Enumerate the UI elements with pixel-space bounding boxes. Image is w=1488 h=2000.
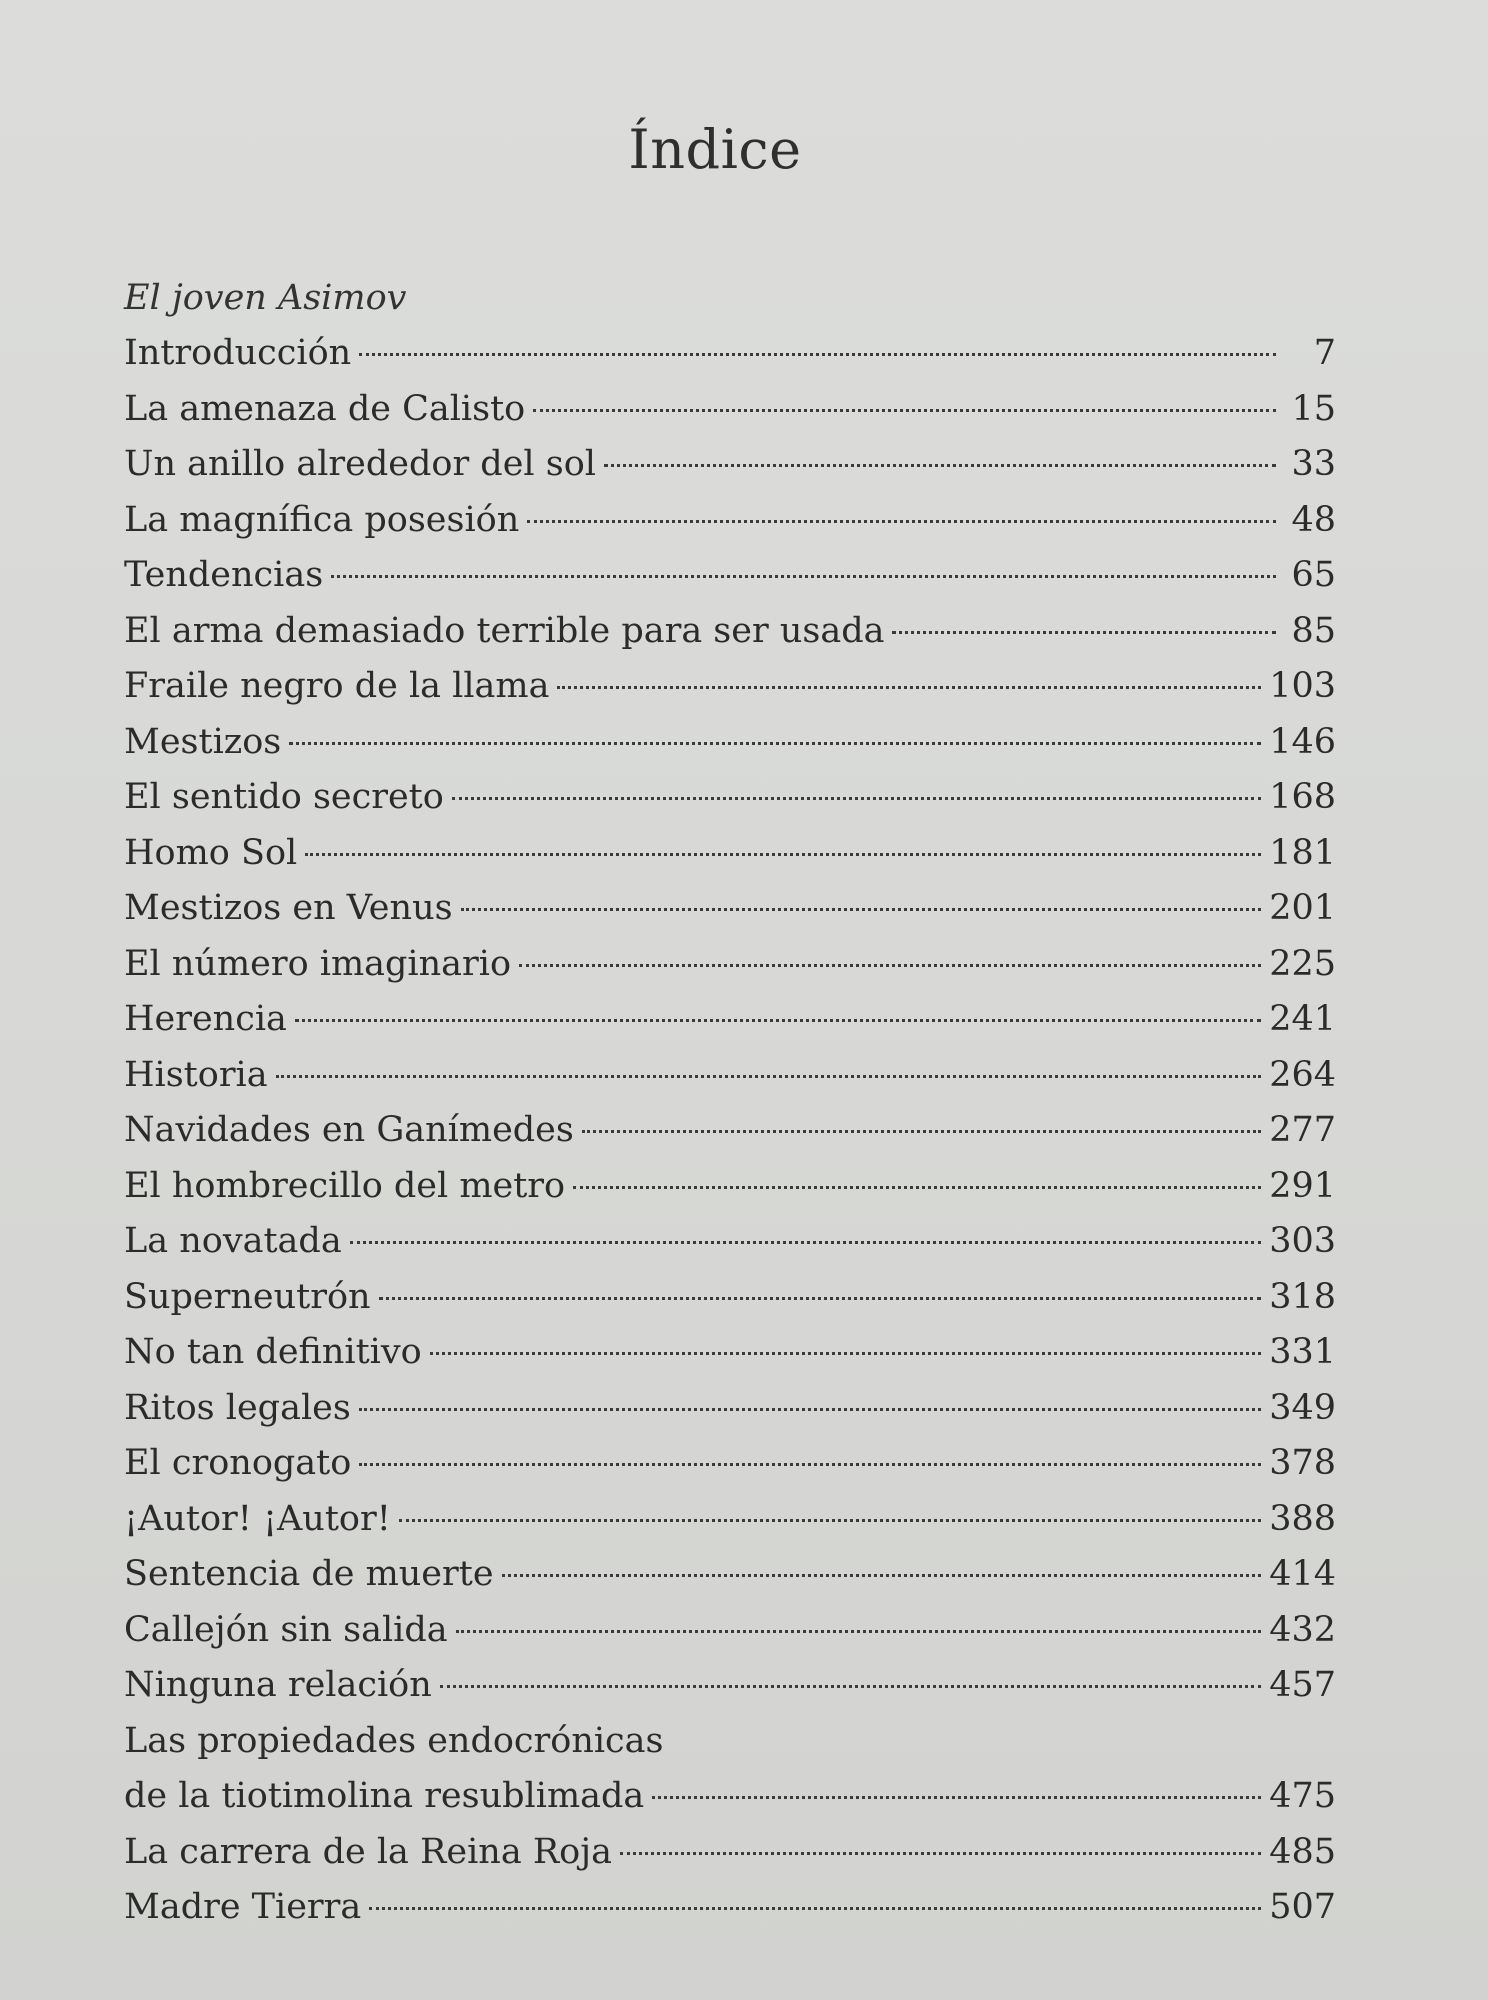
toc-entry (124, 937, 1336, 993)
toc-entry (124, 1658, 1336, 1714)
dot-leader (295, 1019, 1261, 1022)
toc-entry-page: 331 (1269, 1332, 1336, 1372)
toc-entry-page: 457 (1269, 1665, 1336, 1705)
toc-entry-title: Mestizos en Venus (124, 888, 453, 928)
dot-leader (276, 1075, 1262, 1078)
toc-entry-title: La magnífica posesión (124, 499, 520, 540)
toc-entry (124, 1603, 1336, 1659)
toc-entry-title: La novatada (124, 1221, 342, 1261)
toc-entry (124, 493, 1336, 549)
toc-entry-title-line1: Las propiedades endocrónicas (124, 1720, 664, 1761)
toc-entry-title: El cronogato (124, 1443, 352, 1483)
toc-entry (124, 1325, 1336, 1381)
dot-leader (892, 631, 1276, 634)
toc-entry (124, 437, 1336, 493)
toc-entry-page: 168 (1269, 777, 1336, 817)
toc-entry (124, 604, 1336, 660)
toc-entry-title: Superneutrón (124, 1276, 371, 1317)
toc-entry-title: El hombrecillo del metro (124, 1165, 566, 1206)
toc-entry (124, 992, 1336, 1048)
toc-entry (124, 1214, 1336, 1270)
dot-leader (573, 1186, 1261, 1189)
toc-entry-page: 181 (1269, 832, 1336, 873)
toc-entry-page: 85 (1291, 610, 1336, 651)
dot-leader (379, 1297, 1262, 1300)
toc-entry-title: Introducción (124, 333, 352, 373)
toc-entry (124, 1492, 1336, 1548)
toc-entry-title: La amenaza de Calisto (124, 388, 526, 429)
toc-entry-page: 7 (1313, 333, 1336, 373)
toc-entry-title: El arma demasiado terrible para ser usada (124, 610, 885, 651)
toc-entry-page: 15 (1291, 388, 1336, 429)
toc-entry-page: 225 (1269, 943, 1336, 984)
toc-entry (124, 382, 1336, 438)
table-of-contents (124, 270, 1336, 1936)
toc-entry-title: Historia (124, 1054, 268, 1095)
toc-entry (124, 659, 1336, 715)
toc-entry (124, 1048, 1336, 1104)
dot-leader (604, 464, 1276, 467)
dot-leader (359, 353, 1276, 356)
dot-leader (456, 1630, 1262, 1633)
toc-entry-page: 414 (1269, 1554, 1336, 1594)
toc-entry-page: 146 (1269, 721, 1336, 762)
toc-entry-title: Tendencias (124, 555, 324, 595)
toc-entry-title: Navidades en Ganímedes (124, 1110, 574, 1150)
toc-entry-page: 65 (1291, 555, 1336, 595)
dot-leader (652, 1796, 1261, 1799)
toc-entry (124, 1825, 1336, 1881)
toc-entry-page: 48 (1291, 499, 1336, 540)
toc-entry-page: 201 (1269, 888, 1336, 928)
dot-leader (527, 520, 1276, 523)
toc-entry (124, 826, 1336, 882)
dot-leader (289, 742, 1261, 745)
toc-entry-title: Homo Sol (124, 832, 298, 873)
page-title: Índice (628, 118, 802, 182)
toc-entry-title: Ninguna relación (124, 1665, 432, 1705)
dot-leader (369, 1907, 1261, 1910)
toc-entry (124, 326, 1336, 382)
toc-entry (124, 1880, 1336, 1936)
toc-entry-title: El número imaginario (124, 943, 512, 984)
dot-leader (331, 575, 1276, 578)
dot-leader (359, 1408, 1261, 1411)
toc-entry (124, 548, 1336, 604)
toc-entry-title: Un anillo alrededor del sol (124, 444, 596, 484)
toc-entry (124, 715, 1336, 771)
toc-entry-page: 241 (1269, 999, 1336, 1039)
dot-leader (452, 797, 1261, 800)
dot-leader (620, 1852, 1261, 1855)
toc-entry-page: 33 (1291, 444, 1336, 484)
dot-leader (350, 1241, 1261, 1244)
toc-entry-page: 485 (1269, 1831, 1336, 1872)
toc-entry-page: 303 (1269, 1221, 1336, 1261)
toc-entry-title: Herencia (124, 999, 287, 1039)
toc-entry-title: La carrera de la Reina Roja (124, 1831, 612, 1872)
dot-leader (359, 1463, 1261, 1466)
toc-entry (124, 1270, 1336, 1326)
toc-entry-page: 388 (1269, 1498, 1336, 1539)
toc-entry (124, 1436, 1336, 1492)
section-heading: El joven Asimov (124, 278, 407, 318)
toc-entry (124, 1159, 1336, 1215)
toc-entry-page: 103 (1269, 666, 1336, 706)
dot-leader (430, 1352, 1261, 1355)
toc-entry-page: 432 (1269, 1609, 1336, 1650)
toc-entry-title: Madre Tierra (124, 1887, 362, 1927)
dot-leader (399, 1519, 1261, 1522)
toc-entry-page: 349 (1269, 1387, 1336, 1428)
toc-entry-page: 264 (1269, 1054, 1336, 1095)
toc-entry-page: 378 (1269, 1443, 1336, 1483)
toc-entry-title: No tan definitivo (124, 1332, 422, 1372)
toc-entry-title: Fraile negro de la llama (124, 666, 550, 706)
toc-entry-title: Ritos legales (124, 1387, 351, 1428)
dot-leader (440, 1685, 1261, 1688)
toc-entry-title: Callejón sin salida (124, 1609, 448, 1650)
dot-leader (557, 686, 1261, 689)
toc-entry-page: 318 (1269, 1276, 1336, 1317)
toc-entry (124, 1714, 1336, 1825)
toc-entry-page: 475 (1269, 1776, 1336, 1816)
toc-entry-page: 291 (1269, 1165, 1336, 1206)
dot-leader (519, 964, 1261, 967)
toc-entry-title: Sentencia de muerte (124, 1554, 494, 1594)
dot-leader (533, 409, 1276, 412)
dot-leader (461, 908, 1262, 911)
toc-entry (124, 1103, 1336, 1159)
dot-leader (305, 853, 1261, 856)
dot-leader (582, 1130, 1261, 1133)
toc-entry-page: 277 (1269, 1110, 1336, 1150)
toc-entry (124, 770, 1336, 826)
toc-entry (124, 1381, 1336, 1437)
dot-leader (502, 1574, 1262, 1577)
toc-entry (124, 1547, 1336, 1603)
toc-entry-page: 507 (1269, 1887, 1336, 1927)
toc-entry-title: El sentido secreto (124, 777, 444, 817)
toc-entry-title: ¡Autor! ¡Autor! (124, 1498, 391, 1539)
toc-entry (124, 881, 1336, 937)
toc-entry-title-line2: de la tiotimolina resublimada (124, 1776, 645, 1816)
toc-entry-title: Mestizos (124, 721, 282, 762)
